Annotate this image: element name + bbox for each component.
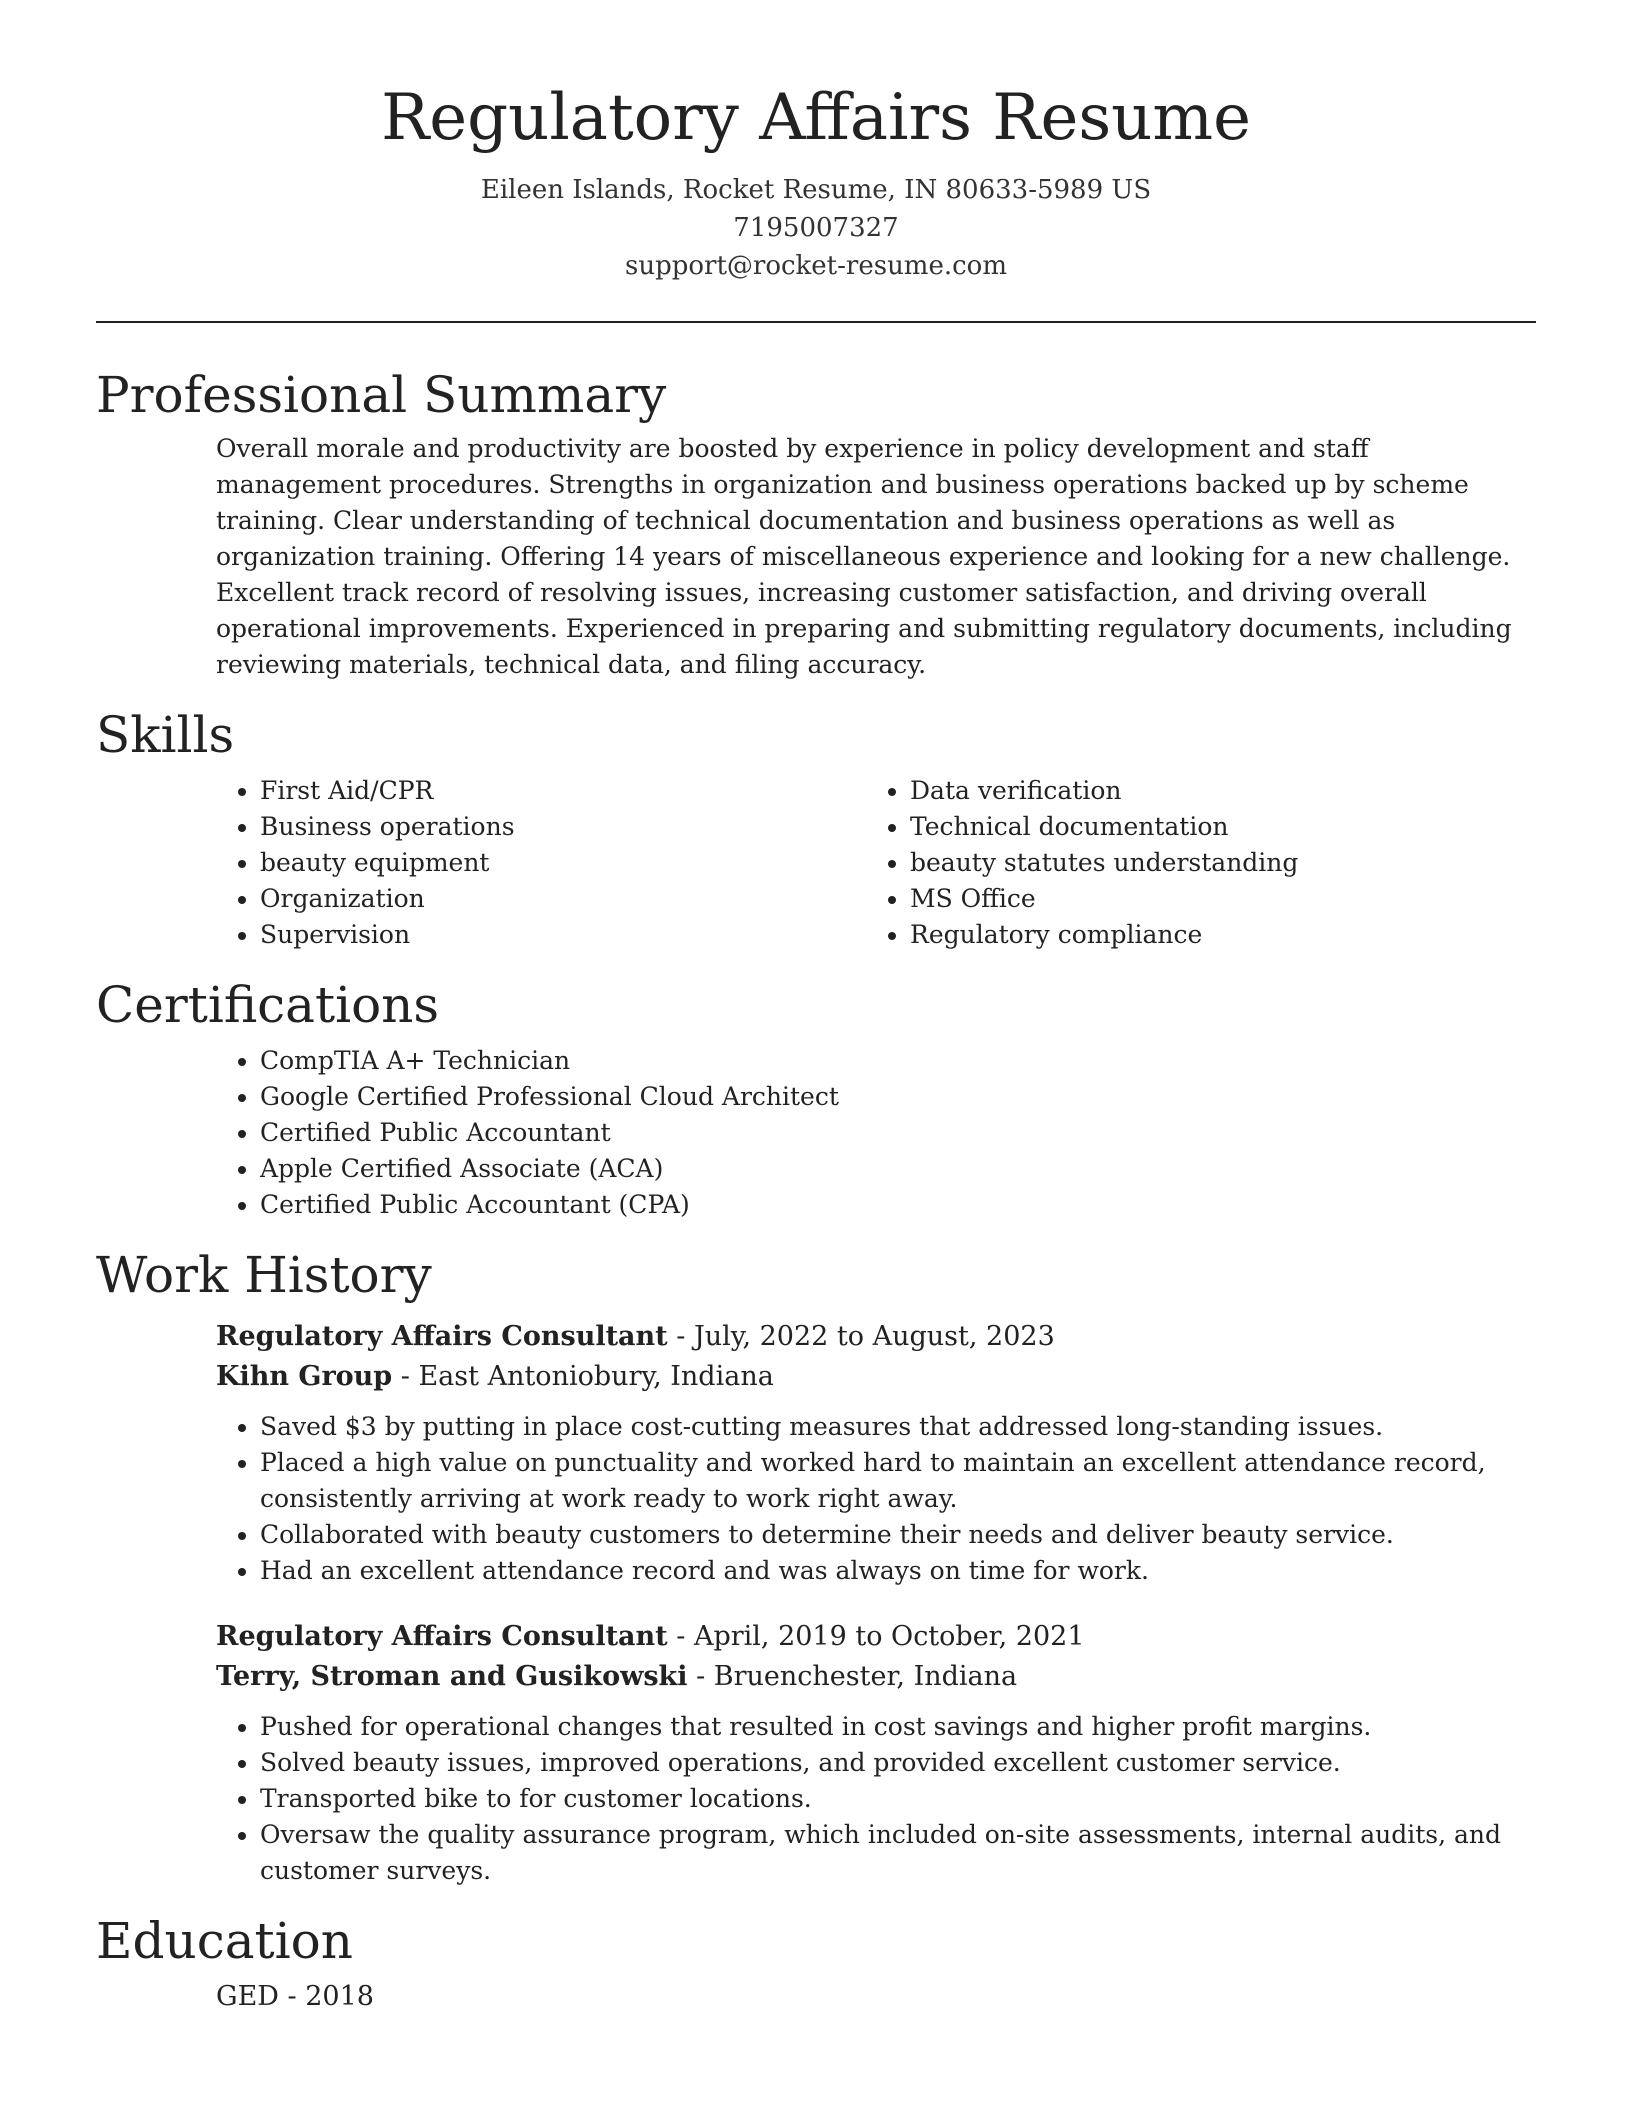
education-entry: GED - 2018 <box>216 1980 374 2012</box>
summary-section <box>96 365 1536 683</box>
skills-grid <box>216 773 1536 953</box>
job-company-line <box>216 1657 1536 1697</box>
header-divider <box>96 321 1536 323</box>
skills-column-left <box>216 773 866 953</box>
job-bullet: • Had an excellent attendance record and was always on time for work. <box>260 1553 1536 1589</box>
certification-item: • CompTIA A+ Technician <box>260 1043 1536 1079</box>
job-bullets <box>260 1409 1536 1589</box>
job-bullet: • Placed a high value on punctuality and worked hard to maintain an excellent attendance record, consistently arriving at work ready to work right away. <box>260 1445 1536 1517</box>
job-company: Kihn Group <box>216 1360 393 1392</box>
certifications-heading: Certifications <box>96 975 440 1034</box>
job-bullets <box>260 1709 1536 1889</box>
job-bullet: • Pushed for operational changes that resulted in cost savings and higher profit margins. <box>260 1709 1536 1745</box>
certifications-section <box>96 975 1536 1223</box>
job-title: Regulatory Affairs Consultant <box>216 1620 668 1652</box>
job-dates: - July, 2022 to August, 2023 <box>667 1320 1055 1352</box>
skill-item: • Supervision <box>260 917 866 953</box>
work-history-heading: Work History <box>96 1245 432 1304</box>
skill-item: • Data verification <box>910 773 1526 809</box>
summary-heading: Professional Summary <box>96 365 667 424</box>
job-bullet: • Oversaw the quality assurance program, which included on-site assessments, internal audits, and customer surveys. <box>260 1817 1536 1889</box>
job-bullet: • Solved beauty issues, improved operations, and provided excellent customer service. <box>260 1745 1536 1781</box>
job-entry <box>96 1317 1536 1589</box>
job-entry <box>96 1617 1536 1889</box>
certifications-list <box>260 1043 1536 1223</box>
skill-item: • MS Office <box>910 881 1526 917</box>
job-bullet: • Saved $3 by putting in place cost-cutting measures that addressed long-standing issues. <box>260 1409 1536 1445</box>
job-title: Regulatory Affairs Consultant <box>216 1320 668 1352</box>
job-company: Terry, Stroman and Gusikowski <box>216 1660 688 1692</box>
skills-column-right <box>866 773 1526 953</box>
skill-item: • Technical documentation <box>910 809 1526 845</box>
certification-item: • Apple Certified Associate (ACA) <box>260 1151 1536 1187</box>
skill-item: • beauty equipment <box>260 845 866 881</box>
contact-block <box>96 171 1536 285</box>
skills-section <box>96 705 1536 953</box>
email: support@rocket-resume.com <box>624 250 1007 281</box>
job-title-line <box>216 1617 1536 1657</box>
skill-item: • beauty statutes understanding <box>910 845 1526 881</box>
education-heading: Education <box>96 1911 353 1970</box>
address: Eileen Islands, Rocket Resume, IN 80633-5989 US <box>480 174 1152 205</box>
skill-item: • Organization <box>260 881 866 917</box>
resume-header <box>96 0 1536 285</box>
skill-item: • Regulatory compliance <box>910 917 1526 953</box>
job-dates: - April, 2019 to October, 2021 <box>667 1620 1085 1652</box>
job-bullet: • Transported bike to for customer locations. <box>260 1781 1536 1817</box>
skill-item: • Business operations <box>260 809 866 845</box>
summary-text: Overall morale and productivity are boosted by experience in policy development and staff management procedures. Strengths in organization and business operations backed up by scheme training. Clear understanding of technical documentation and business operations as well as organization training. Offering 14 years of miscellaneous experience and looking for a new challenge. Excellent track record of resolving issues, increasing customer satisfaction, and driving overall operational improvements. Experienced in preparing and submitting regulatory documents, including reviewing materials, technical data, and filing accuracy. <box>216 433 1512 679</box>
certification-item: • Google Certified Professional Cloud Architect <box>260 1079 1536 1115</box>
job-bullet: • Collaborated with beauty customers to determine their needs and deliver beauty service. <box>260 1517 1536 1553</box>
work-history-section <box>96 1245 1536 1889</box>
job-title-line <box>216 1317 1536 1357</box>
job-company-line <box>216 1357 1536 1397</box>
job-location: - East Antoniobury, Indiana <box>392 1360 774 1392</box>
phone: 7195007327 <box>733 212 899 243</box>
certification-item: • Certified Public Accountant <box>260 1115 1536 1151</box>
job-location: - Bruenchester, Indiana <box>687 1660 1018 1692</box>
skills-heading: Skills <box>96 705 235 764</box>
resume-page <box>96 0 1536 2017</box>
education-section <box>96 1911 1536 2017</box>
certification-item: • Certified Public Accountant (CPA) <box>260 1187 1536 1223</box>
resume-title: Regulatory Affairs Resume <box>381 81 1251 155</box>
skill-item: • First Aid/CPR <box>260 773 866 809</box>
